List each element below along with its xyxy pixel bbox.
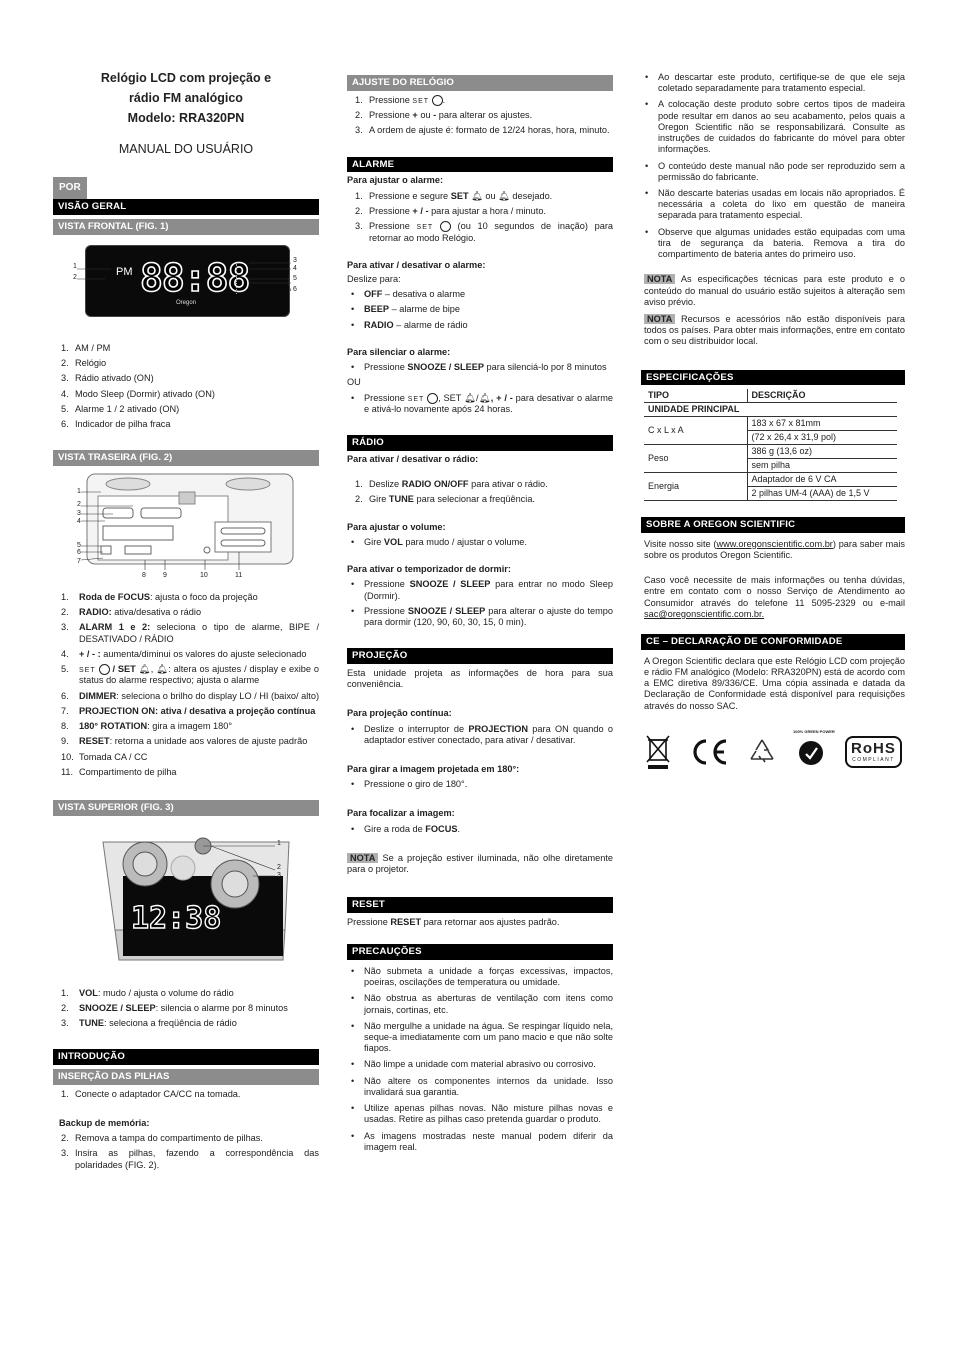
- note-specs: NOTA As especificações técnicas para este produto e o conteúdo do manual do usuário estão sujeitos à alteração sem aviso prévio.: [644, 274, 905, 307]
- list-item: • Não obstrua as aberturas de ventilação com itens como jornais, cortinas, etc.: [347, 993, 613, 1015]
- list-item: • Não mergulhe a unidade na água. Se respingar líquido nela, seque-a imediatamente com um pano macio e que não solte fiapos.: [347, 1021, 613, 1055]
- section-vista-frontal: VISTA FRONTAL (FIG. 1): [53, 219, 319, 235]
- callout-10: 10: [200, 571, 208, 579]
- note-badge: NOTA: [644, 274, 675, 284]
- callout-3: 3: [277, 871, 281, 879]
- list-item: 2. Pressione + / - para ajustar a hora / minuto.: [355, 205, 546, 216]
- list-item: 1. Deslize RADIO ON/OFF para ativar o rádio.: [355, 479, 548, 490]
- set-icon: SET: [416, 224, 434, 232]
- alarm-mode-list: [347, 289, 613, 331]
- list-item: 7. PROJECTION ON: ativa / desativa a projeção contínua: [61, 705, 316, 716]
- column-1: [53, 68, 319, 1175]
- list-item: 2. RADIO: ativa/desativa o rádio: [61, 607, 202, 618]
- list-item: 3. Pressione SET (ou 10 segundos de inação) para retornar ao modo Relógio.: [355, 221, 613, 243]
- list-item: 4. + / - : aumenta/diminui os valores do ajuste selecionado: [61, 648, 307, 659]
- list-item: 3. TUNE: seleciona a freqüência de rádio: [61, 1018, 237, 1029]
- figure-back-view: [53, 470, 319, 588]
- top-view-list: [53, 988, 319, 1030]
- list-item: 3. ALARM 1 e 2: seleciona o tipo de alarme, BIPE / DESATIVADO / RÁDIO: [61, 622, 320, 644]
- list-item: • OFF – desativa o alarme: [347, 289, 613, 300]
- section-radio: RÁDIO: [347, 435, 613, 451]
- list-item: • Não altere os componentes internos da unidade. Isso invalidará sua garantia.: [347, 1076, 613, 1098]
- alarm2-icon: 🔔︎: [478, 392, 491, 403]
- list-item: • O conteúdo deste manual não pode ser reproduzido sem a permissão do fabricante.: [641, 161, 905, 183]
- alarm1-icon: 🔔︎: [464, 392, 476, 403]
- list-item: • Não descarte baterias usadas em locais não apropriados. É necessária a coleta do lixo em questão de maneira separada para tratamento especial.: [641, 188, 905, 222]
- list-item: • RADIO – alarme de rádio: [347, 320, 613, 331]
- list-item: • Pressione SNOOZE / SLEEP para silenciá-lo por 8 minutos: [347, 362, 613, 373]
- list-item: 1. Pressione SET .: [355, 94, 446, 105]
- list-item: 11. Compartimento de pilha: [61, 766, 177, 777]
- alarm-set-label: Para ajustar o alarme:: [347, 175, 444, 186]
- alarm1-icon: 🔔︎: [138, 663, 151, 674]
- list-item: 2. Relógio: [61, 358, 107, 369]
- callout-2: 2: [277, 863, 281, 871]
- table-row: Energia Adaptador de 6 V CA 2 pilhas UM-4 (AAA) de 1,5 V: [644, 473, 897, 501]
- alarm-set-list: [347, 191, 613, 244]
- email-link[interactable]: sac@oregonscientific.com.br.: [644, 608, 765, 619]
- or-text: OU: [347, 377, 361, 388]
- recycle-icon: [747, 737, 777, 767]
- sleep-timer-label: Para ativar o temporizador de dormir:: [347, 564, 511, 575]
- green-power-icon: 100% GREEN POWER: [795, 736, 827, 768]
- note-availability: NOTA Recursos e acessórios não estão disponíveis para todos os países. Para obter mais informações, entre em contato com o seu distribuidor local.: [644, 313, 905, 347]
- about-website: Visite nosso site (www.oregonscientific.com.br) para saber mais sobre os produtos Oregon Scientific.: [644, 538, 905, 560]
- section-alarme: ALARME: [347, 157, 613, 173]
- callout-5: 5: [77, 541, 81, 549]
- precautions-list: [347, 966, 613, 1153]
- note-badge: NOTA: [347, 853, 378, 863]
- list-item: 1. AM / PM: [61, 342, 111, 353]
- figure-front-view: [53, 239, 319, 339]
- projection-note: NOTA Se a projeção estiver iluminada, não olhe diretamente para o projetor.: [347, 852, 613, 875]
- projection-continuous-label: Para projeção contínua:: [347, 708, 452, 719]
- figure-top-view: [53, 820, 319, 984]
- list-item: • Utilize apenas pilhas novas. Não misture pilhas novas e usadas. Retire as pilhas caso pretenda guardar o produto.: [347, 1103, 613, 1125]
- section-vista-superior: VISTA SUPERIOR (FIG. 3): [53, 800, 319, 816]
- set-icon: SET: [407, 395, 425, 403]
- alarm1-icon: 🔔︎: [471, 190, 483, 201]
- backup-list: [53, 1133, 319, 1171]
- list-item: • Gire VOL para mudo / ajustar o volume.: [347, 537, 613, 548]
- doc-title-model: Modelo: RRA320PN: [127, 111, 245, 125]
- ce-declaration: A Oregon Scientific declara que este Relógio LCD com projeção e rádio FM analógico (Modelo: RRA320PN) está de acordo com a EMC diretiva 89/336/CE. Uma cópia assinada e datada da Declaração de Conformidade está disponível para requisições através do nosso SAC.: [644, 655, 905, 711]
- set-icon: SET: [79, 666, 96, 674]
- list-item: 1. Conecte o adaptador CA/CC na tomada.: [61, 1088, 241, 1099]
- list-item: • As imagens mostradas neste manual podem diferir da imagem real.: [347, 1131, 613, 1153]
- list-item: • Observe que algumas unidades estão equipadas com uma tira de segurança da bateria. Remova a tira do compartimento de bateria antes do primeiro uso.: [641, 227, 905, 261]
- website-link[interactable]: www.oregonscientific.com.br: [716, 538, 833, 549]
- specs-table: [644, 389, 897, 501]
- clock-setting-list: [347, 95, 613, 137]
- list-item: 10. Tomada CA / CC: [61, 751, 148, 762]
- section-reset: RESET: [347, 897, 613, 913]
- list-item: 2. Remova a tampa do compartimento de pilhas.: [61, 1133, 263, 1144]
- projected-digits: 12:38: [131, 900, 222, 936]
- table-row: UNIDADE PRINCIPAL: [644, 403, 897, 417]
- section-ajuste-relogio: AJUSTE DO RELÓGIO: [347, 75, 613, 91]
- callout-8: 8: [142, 571, 146, 579]
- doc-title-line2: rádio FM analógico: [129, 91, 243, 105]
- list-item: 1. Pressione e segure SET 🔔︎ ou 🔔︎ desejado.: [355, 190, 553, 201]
- list-item: • Pressione SNOOZE / SLEEP para alterar o ajuste do tempo para dormir (120, 90, 60, 30, 15, 0 min).: [347, 606, 613, 628]
- list-item: 1. Roda de FOCUS: ajusta o foco da projeção: [61, 591, 258, 602]
- list-item: 6. Indicador de pilha fraca: [61, 418, 171, 429]
- column-2: [347, 75, 613, 1158]
- projection-rotate-label: Para girar a imagem projetada em 180°:: [347, 763, 520, 774]
- clock-icon: [99, 664, 110, 675]
- list-item: 2. SNOOZE / SLEEP: silencia o alarme por 8 minutos: [61, 1002, 288, 1013]
- callout-2: 2: [73, 273, 77, 281]
- list-item: 4. Modo Sleep (Dormir) ativado (ON): [61, 388, 215, 399]
- compliance-icons: [641, 728, 905, 770]
- callout-1: 1: [277, 839, 281, 847]
- callout-6: 6: [293, 285, 297, 293]
- table-row: C x L x A 183 x 67 x 81mm (72 x 26,4 x 31,9 pol): [644, 417, 897, 445]
- callout-1: 1: [77, 487, 81, 495]
- radio-list: [347, 479, 613, 505]
- projection-intro: Esta unidade projeta as informações de hora para sua conveniência.: [347, 667, 613, 690]
- brand-logo: Oregon: [176, 299, 197, 306]
- rohs-icon: RoHS COMPLIANT: [845, 736, 902, 768]
- projection-focus-label: Para focalizar a imagem:: [347, 808, 455, 819]
- section-visao-geral: VISÃO GERAL: [53, 199, 319, 215]
- list-item: 3. A ordem de ajuste é: formato de 12/24 horas, hora, minuto.: [355, 125, 610, 136]
- callout-11: 11: [235, 571, 243, 579]
- clock-digits: 88:88: [140, 255, 250, 300]
- back-view-list: [53, 592, 319, 778]
- callout-9: 9: [163, 571, 167, 579]
- pm-indicator: PM: [116, 265, 133, 278]
- section-precaucoes: PRECAUÇÕES: [347, 944, 613, 960]
- section-ce: CE – DECLARAÇÃO DE CONFORMIDADE: [641, 634, 905, 650]
- volume-label: Para ajustar o volume:: [347, 521, 446, 532]
- backup-label: Backup de memória:: [59, 1118, 150, 1128]
- list-item: • Deslize o interruptor de PROJECTION para ON quando o adaptador estiver conectado, para ativar / desativar.: [347, 724, 613, 746]
- list-item: 3. Insira as pilhas, fazendo a correspondência das polaridades (FIG. 2).: [61, 1148, 319, 1170]
- alarm2-icon: 🔔︎: [156, 663, 169, 674]
- list-item: 9. RESET: retorna a unidade aos valores de ajuste padrão: [61, 736, 308, 747]
- section-vista-traseira: VISTA TRASEIRA (FIG. 2): [53, 450, 319, 466]
- section-projecao: PROJEÇÃO: [347, 648, 613, 664]
- list-item: 5. SET / SET 🔔︎, 🔔︎: altera os ajustes / display e exibe o status do alarme respectivo; ajusta o alarme: [61, 663, 320, 686]
- doc-subtitle: MANUAL DO USUÁRIO: [118, 142, 254, 156]
- list-item: • Gire a roda de FOCUS.: [347, 824, 613, 835]
- list-item: 3. Rádio ativado (ON): [61, 373, 154, 384]
- clock-icon: [440, 221, 451, 232]
- list-item: • Pressione SET , SET 🔔︎/🔔︎, + / - para desativar o alarme e ativá-lo novamente após 24 horas.: [347, 393, 613, 416]
- table-row: Peso 386 g (13,6 oz) sem pilha: [644, 445, 897, 473]
- list-item: 5. Alarme 1 / 2 ativado (ON): [61, 403, 180, 414]
- alarm-disable-list: [347, 393, 613, 416]
- alarm-silence-list: [347, 362, 613, 373]
- reset-text: Pressione RESET para retornar aos ajustes padrão.: [347, 916, 560, 927]
- slide-to-text: Deslize para:: [347, 274, 401, 284]
- callout-4: 4: [293, 264, 297, 272]
- projection-rotate-list: [347, 779, 613, 790]
- callout-3: 3: [77, 509, 81, 517]
- disposal-list: [641, 72, 905, 260]
- set-icon: SET: [412, 97, 430, 105]
- clock-icon: [432, 95, 443, 106]
- table-header-row: TIPO DESCRIÇÃO: [644, 389, 897, 402]
- alarm-silence-label: Para silenciar o alarme:: [347, 346, 451, 357]
- callout-3: 3: [293, 256, 297, 264]
- note-badge: NOTA: [644, 314, 675, 324]
- alarm2-icon: 🔔︎: [498, 190, 510, 201]
- sleep-timer-list: [347, 579, 613, 628]
- projection-continuous-list: [347, 724, 613, 746]
- callout-1: 1: [73, 262, 77, 270]
- clock-icon: [427, 393, 438, 404]
- alarm-toggle-label: Para ativar / desativar o alarme:: [347, 259, 486, 270]
- language-badge: POR: [53, 177, 87, 199]
- battery-list: [53, 1089, 319, 1100]
- callout-4: 4: [77, 517, 81, 525]
- section-introducao: INTRODUÇÃO: [53, 1049, 319, 1065]
- list-item: • BEEP – alarme de bipe: [347, 304, 613, 315]
- list-item: • Ao descartar este produto, certifique-se de que ele seja coletado separadamente para tratamento especial.: [641, 72, 905, 94]
- ce-mark-icon: [689, 737, 729, 767]
- front-callout-lines: [53, 239, 319, 339]
- section-sobre: SOBRE A OREGON SCIENTIFIC: [641, 517, 905, 533]
- callout-5: 5: [293, 274, 297, 282]
- back-view-drawing: [53, 470, 319, 588]
- list-item: 2. Gire TUNE para selecionar a freqüência.: [355, 494, 535, 505]
- section-insercao-pilhas: INSERÇÃO DAS PILHAS: [53, 1069, 319, 1085]
- list-item: 8. 180° ROTATION: gira a imagem 180°: [61, 721, 233, 732]
- column-3: [641, 72, 905, 770]
- doc-title-line1: Relógio LCD com projeção e: [100, 71, 272, 85]
- list-item: 2. Pressione + ou - para alterar os ajustes.: [355, 110, 533, 121]
- list-item: • Não submeta a unidade a forças excessivas, impactos, poeiras, oscilações de temperatura ou umidade.: [347, 966, 613, 988]
- list-item: • Pressione SNOOZE / SLEEP para entrar no modo Sleep (Dormir).: [347, 579, 613, 601]
- list-item: 6. DIMMER: seleciona o brilho do display LO / HI (baixo/ alto): [61, 690, 320, 701]
- projection-focus-list: [347, 824, 613, 835]
- radio-toggle-label: Para ativar / desativar o rádio:: [347, 453, 479, 464]
- front-view-list: [53, 343, 319, 430]
- callout-6: 6: [77, 548, 81, 556]
- weee-bin-icon: [645, 734, 671, 770]
- about-contact: Caso você necessite de mais informações ou tenha dúvidas, entre em contato com o nosso Serviço de Atendimento ao Consumidor através do telefone 11 5095-2329 ou e-mail sac@oregonscientific.com.br.: [644, 575, 905, 619]
- volume-list: [347, 537, 613, 548]
- list-item: 1. VOL: mudo / ajusta o volume do rádio: [61, 987, 234, 998]
- list-item: • A colocação deste produto sobre certos tipos de madeira pode resultar em danos ao seu acabamento, pelos quais a Oregon Scientific não se responsabilizará. Consulte as instruções de cuidados do fabricante do móvel para obter informações.: [641, 99, 905, 155]
- section-especificacoes: ESPECIFICAÇÕES: [641, 370, 905, 386]
- list-item: • Pressione o giro de 180°.: [347, 779, 613, 790]
- callout-7: 7: [77, 557, 81, 565]
- list-item: • Não limpe a unidade com material abrasivo ou corrosivo.: [347, 1059, 613, 1070]
- callout-2: 2: [77, 500, 81, 508]
